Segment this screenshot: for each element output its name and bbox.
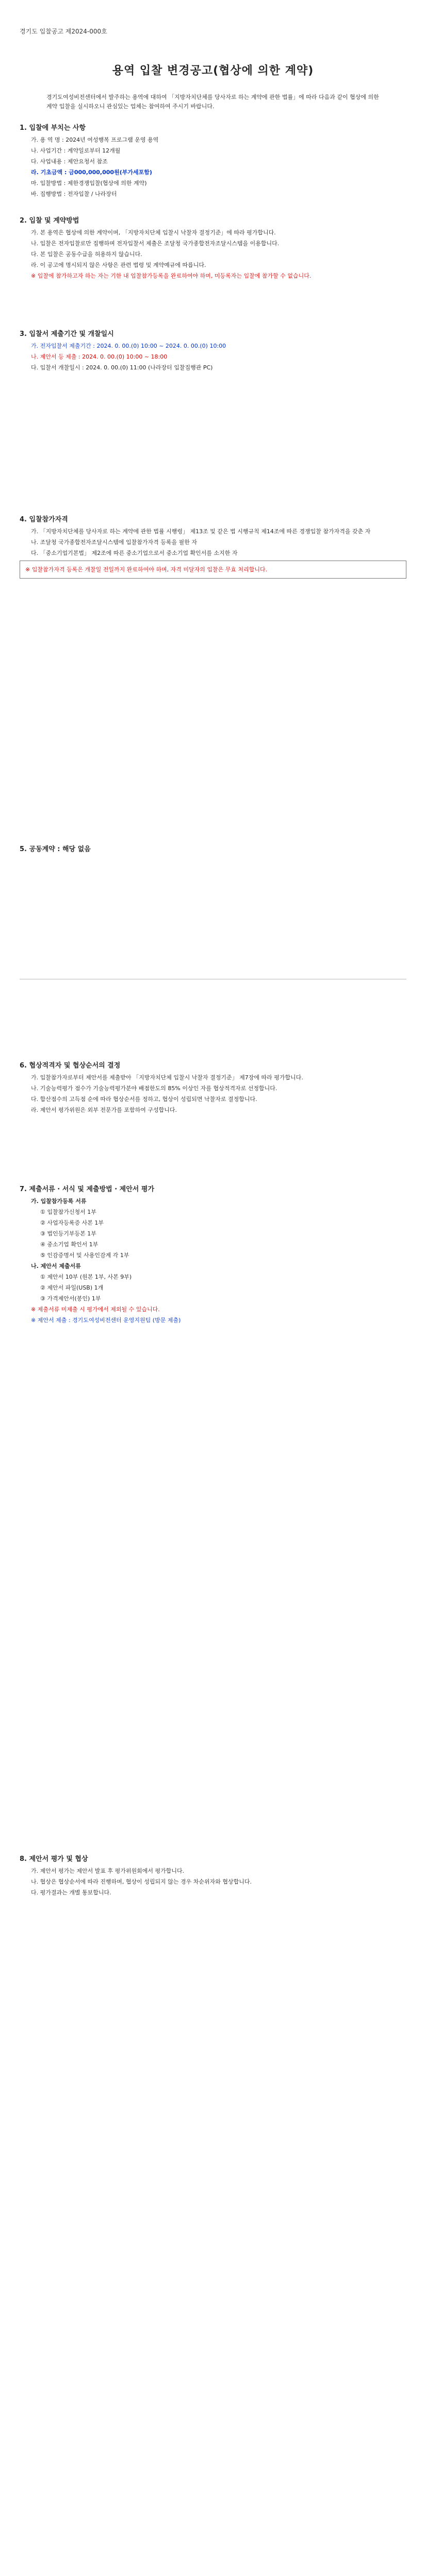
- section-heading: 1. 입찰에 부치는 사항: [20, 124, 86, 132]
- section-line: 다. 「중소기업기본법」 제2조에 따른 중소기업으로서 중소기업 확인서를 소지한 자: [31, 550, 238, 556]
- section-8: [20, 1855, 406, 1899]
- section-line: 나. 조달청 국가종합전자조달시스템에 입찰참가자격 등록을 필한 자: [31, 539, 198, 546]
- section-line: 라. 기초금액 : 금000,000,000원(부가세포함): [31, 169, 152, 176]
- section-heading: 4. 입찰참가자격: [20, 516, 68, 523]
- notice-red: ※ 입찰에 참가하고자 하는 자는 기한 내 입찰참가등록을 완료하여야 하며, 미등록자는 입찰에 참가할 수 없습니다.: [31, 273, 312, 279]
- section-line: ③ 가격제안서(봉인) 1부: [40, 1295, 101, 1302]
- section-line: 나. 기술능력평가 점수가 기술능력평가분야 배점한도의 85% 이상인 자를 협상적격자로 선정합니다.: [31, 1085, 277, 1092]
- section-6: [20, 1061, 406, 1116]
- section-line: ④ 중소기업 확인서 1부: [40, 1241, 99, 1248]
- section-line: 다. 본 입찰은 공동수급을 허용하지 않습니다.: [31, 251, 142, 258]
- section-line: 가. 전자입찰서 제출기간 : 2024. 0. 00.(0) 10:00 ~ 2024. 0. 00.(0) 10:00: [31, 343, 226, 349]
- intro-text: 경기도여성비전센터에서 발주하는 용역에 대하여 「지방자치단체를 당사자로 하는 계약에 관한 법률」에 따라 다음과 같이 협상에 의한 계약 입찰을 실시하오니 관심있는 업체는 참여하여 주시기 바랍니다.: [46, 94, 379, 110]
- section-line: ① 제안서 10부 (원본 1부, 사본 9부): [40, 1274, 132, 1280]
- section-line: 라. 제안서 평가위원은 외부 전문가를 포함하여 구성합니다.: [31, 1107, 177, 1113]
- section-3: [20, 330, 406, 374]
- section-line: ② 사업자등록증 사본 1부: [40, 1219, 104, 1226]
- section-5: [20, 845, 406, 857]
- section-2: [20, 216, 406, 282]
- section-heading: 3. 입찰서 제출기간 및 개찰일시: [20, 330, 114, 338]
- section-line: 가. 「지방자치단체를 당사자로 하는 계약에 관한 법률 시행령」 제13조 및 같은 법 시행규칙 제14조에 따른 경쟁입찰 참가자격을 갖춘 자: [31, 528, 371, 535]
- page-title: 용역 입찰 변경공고(협상에 의한 계약): [112, 64, 314, 77]
- section-line: ② 제안서 파일(USB) 1개: [40, 1284, 104, 1291]
- section-line: 나. 제안서 등 제출 : 2024. 0. 00.(0) 10:00 ~ 18:00: [31, 353, 168, 360]
- section-line: 가. 본 용역은 협상에 의한 계약이며, 「지방자치단체 입찰시 낙찰자 결정기준」에 따라 평가합니다.: [31, 229, 276, 236]
- section-line: 라. 이 공고에 명시되지 않은 사항은 관련 법령 및 계약예규에 따릅니다.: [31, 262, 206, 268]
- section-1: [20, 124, 406, 200]
- section-line: 바. 집행방법 : 전자입찰 / 나라장터: [31, 191, 117, 197]
- section-7: [20, 1185, 406, 1327]
- section-heading: 5. 공동계약 : 해당 없음: [20, 845, 91, 853]
- section-heading: 6. 협상적격자 및 협상순서의 결정: [20, 1062, 121, 1070]
- section-line: 가. 용 역 명 : 2024년 여성행복 프로그램 운영 용역: [31, 137, 159, 143]
- section-line: 마. 입찰방법 : 제한경쟁입찰(협상에 의한 계약): [31, 180, 147, 187]
- section-line: ③ 법인등기부등본 1부: [40, 1230, 96, 1237]
- section-line: ⑤ 인감증명서 및 사용인감계 각 1부: [40, 1252, 129, 1259]
- section-heading: 2. 입찰 및 계약방법: [20, 217, 79, 225]
- section-line: 다. 합산점수의 고득점 순에 따라 협상순서를 정하고, 협상이 성립되면 낙찰자로 결정합니다.: [31, 1096, 257, 1103]
- section-line: 가. 입찰참가자로부터 제안서를 제출받아 「지방자치단체 입찰시 낙찰자 결정기준」 제7장에 따라 평가합니다.: [31, 1074, 303, 1081]
- notice-red: ※ 제출서류 미제출 시 평가에서 제외될 수 있습니다.: [31, 1306, 160, 1313]
- section-line: 나. 입찰은 전자입찰로만 집행하며 전자입찰서 제출은 조달청 국가종합전자조달시스템을 이용합니다.: [31, 240, 280, 247]
- section-line: 나. 사업기간 : 계약일로부터 12개월: [31, 147, 121, 154]
- section-4: [20, 515, 406, 582]
- section-heading: 7. 제출서류 · 서식 및 제출방법 · 제안서 평가: [20, 1185, 154, 1193]
- section-line: 다. 평가결과는 개별 통보합니다.: [31, 1889, 111, 1896]
- notice-box-text: ※ 입찰참가자격 등록은 개찰일 전일까지 완료하여야 하며, 자격 미달자의 입찰은 무효 처리합니다.: [25, 566, 268, 573]
- section-line: ① 입찰참가신청서 1부: [40, 1209, 96, 1215]
- notice-number: 경기도 입찰공고 제2024-000호: [20, 28, 107, 35]
- section-line: 가. 입찰참가등록 서류: [31, 1198, 87, 1205]
- section-heading: 8. 제안서 평가 및 협상: [20, 1855, 88, 1863]
- notice-box: [20, 561, 406, 579]
- section-line: 다. 입찰서 개찰일시 : 2024. 0. 00.(0) 11:00 (나라장터 입찰집행관 PC): [31, 364, 213, 371]
- section-line: 나. 제안서 제출서류: [31, 1263, 81, 1269]
- section-line: 가. 제안서 평가는 제안서 발표 후 평가위원회에서 평가합니다.: [31, 1868, 185, 1874]
- section-line: 나. 협상은 협상순서에 따라 진행하며, 협상이 성립되지 않는 경우 차순위자와 협상합니다.: [31, 1878, 252, 1885]
- section-line: 다. 사업내용 : 제안요청서 참조: [31, 158, 108, 165]
- notice-blue: ※ 제안서 제출 : 경기도여성비전센터 운영지원팀 (방문 제출): [31, 1317, 181, 1324]
